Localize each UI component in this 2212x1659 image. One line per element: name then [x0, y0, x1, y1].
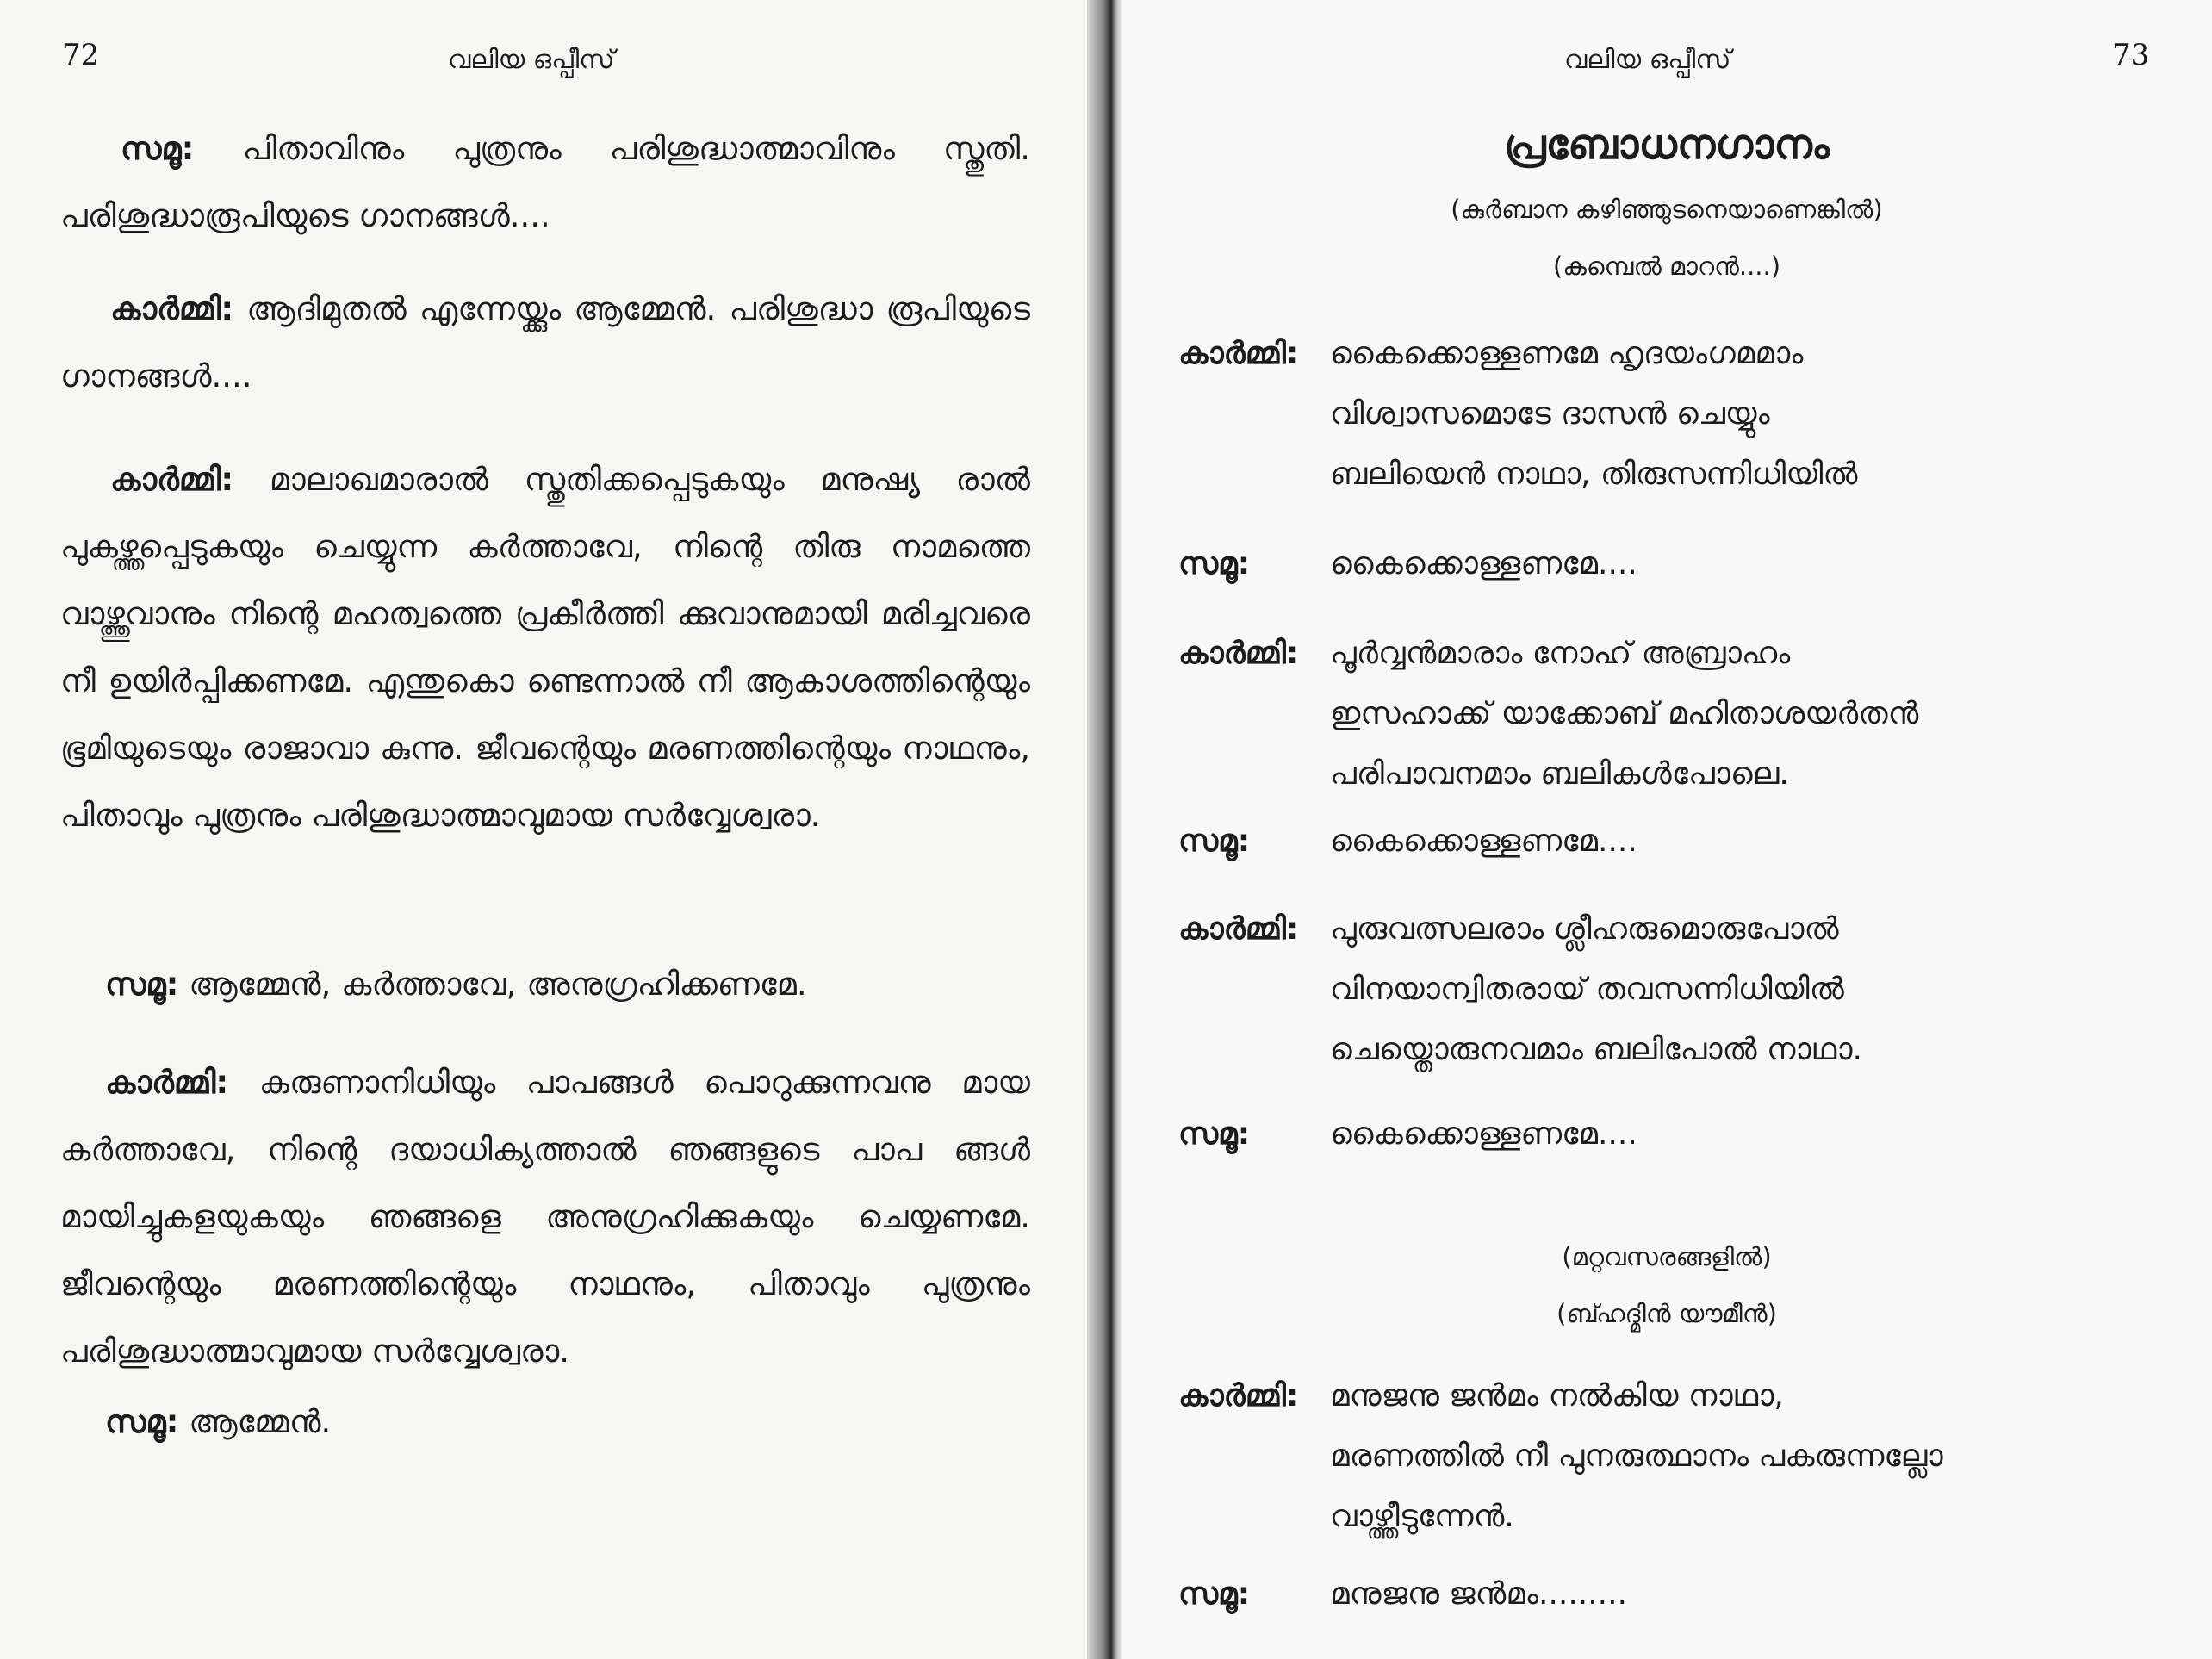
verse-line: മരണത്തിൽ നീ പുനരുത്ഥാനം പകരുന്നല്ലോ — [1330, 1438, 1943, 1474]
speaker-label: കാർമ്മി: — [1178, 911, 1299, 947]
speaker-label: സമൂ: — [105, 966, 179, 1003]
verse-line: പരിപാവനമാം ബലികൾപോലെ. — [1330, 756, 1789, 792]
tune-note: (ബ്ഹദ്മിൻ യൗമീൻ) — [1556, 1299, 1777, 1328]
block-text: മാലാഖമാരാൽ സ്തുതിക്കപ്പെടുകയും മനുഷ്യ രാൽ പുകഴ്ത്തപ്പെടുകയും ചെയ്യുന്ന കർത്താവേ, നിന്റെ തിരു നാമത്തെ വാഴ്ത്തുവാനും നിന്റെ മഹത്വത്തെ പ്രകീർത്തി ക്കുവാനുമായി മരിച്ചവരെ നീ ഉയിർപ്പിക്കണമേ. എന്തുകൊ ണ്ടെന്നാൽ നീ ആകാശത്തിന്റെയും ഭൂമിയുടെയും രാജാവാ കുന്നു. ജീവന്റെയും മരണത്തിന്റെയും നാഥനും, പിതാവും പുത്രനും പരിശുദ്ധാത്മാവുമായ സർവ്വേശ്വരാ. — [60, 461, 1030, 834]
speaker-label: സമൂ: — [105, 1403, 179, 1440]
block-text: കരുണാനിധിയും പാപങ്ങൾ പൊറുക്കുന്നവനു മായ കർത്താവേ, നിന്റെ ദയാധിക്യത്താൽ ഞങ്ങളുടെ പാപ ങ്ങൾ മായിച്ചുകളയുകയും ഞങ്ങളെ അനുഗ്രഹിക്കുകയും ചെയ്യണമേ. ജീവന്റെയും മരണത്തിന്റെയും നാഥനും, പിതാവും പുത്രനും പരിശുദ്ധാത്മാവുമായ സർവ്വേശ്വരാ. — [60, 1064, 1030, 1370]
block-text: പിതാവിനും പുത്രനും പരിശുദ്ധാത്മാവിനും സ്തുതി. പരിശുദ്ധാരൂപിയുടെ ഗാനങ്ങൾ.... — [60, 130, 1030, 234]
page-number: 72 — [62, 38, 100, 72]
speaker-label: സമൂ: — [1178, 823, 1251, 859]
speaker-label: കാർമ്മി: — [1178, 336, 1299, 371]
priest-block — [60, 1049, 1030, 1385]
page-number: 73 — [2112, 38, 2150, 72]
verse-line: ഇസഹാക്ക് യാക്കോബ് മഹിതാശയർതൻ — [1330, 696, 1919, 731]
speaker-label: കാർമ്മി: — [1178, 1378, 1299, 1414]
verse-line: വിശ്വാസമൊടേ ദാസൻ ചെയ്യും — [1330, 396, 1770, 432]
left-page — [0, 0, 1087, 1659]
speaker-label: സമൂ: — [1178, 1576, 1251, 1612]
occasion-note: (കുർബാന കഴിഞ്ഞുടനെയാണെങ്കിൽ) — [1451, 195, 1883, 224]
verse-line: കൈക്കൊള്ളണമേ.... — [1330, 823, 1637, 859]
priest-block — [60, 276, 1030, 410]
verse-line: മനുജനു ജൻമം......... — [1330, 1576, 1628, 1612]
tune-note: (കമ്പെൽ മാറൻ....) — [1552, 252, 1781, 281]
speaker-label: കാർമ്മി: — [105, 1064, 229, 1101]
verse-line: കൈക്കൊള്ളണമേ ഹൃദയംഗമമാം — [1330, 336, 1804, 371]
occasion-note: (മറ്റവസരങ്ങളിൽ) — [1562, 1242, 1772, 1271]
speaker-label: കാർമ്മി: — [110, 461, 234, 498]
right-page — [1122, 0, 2212, 1659]
running-head: വലിയ ഒപ്പീസ് — [1564, 45, 1731, 75]
verse-line: വാഴ്ത്തീടുന്നേൻ. — [1330, 1499, 1514, 1534]
speaker-label: സമൂ: — [121, 130, 195, 167]
verse-line: പൂർവ്വൻമാരാം നോഹ് അബ്രാഹം — [1330, 636, 1791, 671]
speaker-label: കാർമ്മി: — [110, 290, 234, 327]
verse-line: പുരുവത്സലരാം ശ്ലീഹരുമൊരുപോൽ — [1330, 911, 1839, 947]
running-head: വലിയ ഒപ്പീസ് — [448, 45, 615, 75]
verse-line: വിനയാന്വിതരായ് തവസന്നിധിയിൽ — [1330, 972, 1844, 1007]
speaker-label: സമൂ: — [1178, 1116, 1251, 1152]
verse-line: മനുജനു ജൻമം നൽകിയ നാഥാ, — [1330, 1378, 1784, 1414]
block-text: ആമ്മേൻ. — [189, 1403, 332, 1440]
response-block — [60, 951, 1030, 1018]
speaker-label: കാർമ്മി: — [1178, 636, 1299, 671]
verse-line: കൈക്കൊള്ളണമേ.... — [1330, 546, 1637, 581]
priest-block — [60, 446, 1030, 849]
hymn-title: പ്രബോധനഗാനം — [1504, 121, 1830, 169]
verse-line: ചെയ്തൊരുനവമാം ബലിപോൽ നാഥാ. — [1330, 1032, 1862, 1067]
verse-line: കൈക്കൊള്ളണമേ.... — [1330, 1116, 1637, 1152]
verse-line: ബലിയെൻ നാഥാ, തിരുസന്നിധിയിൽ — [1330, 457, 1858, 492]
response-block — [60, 1389, 1030, 1456]
block-text: ആദിമുതൽ എന്നേയ്ക്കും ആമ്മേൻ. പരിശുദ്ധാ രൂപിയുടെ ഗാനങ്ങൾ.... — [60, 290, 1030, 395]
block-text: ആമ്മേൻ, കർത്താവേ, അനുഗ്രഹിക്കണമേ. — [189, 966, 807, 1003]
response-block — [60, 115, 1030, 250]
speaker-label: സമൂ: — [1178, 546, 1251, 581]
book-gutter — [1087, 0, 1122, 1659]
